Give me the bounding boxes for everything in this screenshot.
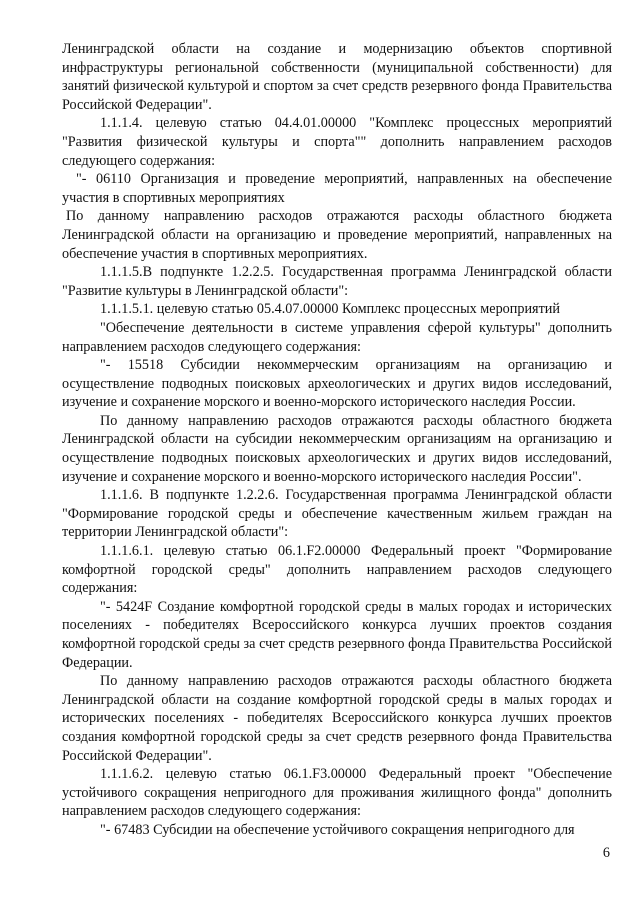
paragraph-14: 1.1.1.6.2. целевую статью 06.1.F3.00000 Федеральный проект "Обеспечение устойчивого сокращения непригодного для проживания жилищного фонда" дополнить направлением расходов следующего содержания: <box>62 766 612 820</box>
paragraph-12: "- 5424F Создание комфортной городской среды в малых городах и исторических поселениях - победителях Всероссийского конкурса лучших проектов создания комфортной городской среды за счет средств резервного фонда Правительства Российской Федерации. <box>62 598 612 671</box>
paragraph-1: Ленинградской области на создание и модернизацию объектов спортивной инфраструктуры региональной собственности (муниципальной собственности) для занятий физической культурой и спортом за счет средств резервного фонда Правительства Российской Федерации". <box>62 41 612 113</box>
paragraph-9: По данному направлению расходов отражаются расходы областного бюджета Ленинградской области на субсидии некоммерческим организациям на организацию и осуществление подводных поисковых археологических и других видов исследований, изучение и сохранение морского и военно-морского исторического наследия России". <box>62 412 612 485</box>
page-number: 6 <box>602 845 610 861</box>
paragraph-4: По данному направлению расходов отражаются расходы областного бюджета Ленинградской области на организацию и проведение мероприятий, направленных на обеспечение участия в спортивных мероприятиях. <box>62 208 612 262</box>
paragraph-10: 1.1.1.6. В подпункте 1.2.2.6. Государственная программа Ленинградской области "Формирование городской среды и обеспечение качественным жильем граждан на территории Ленинградской области": <box>62 487 612 541</box>
paragraph-3: "- 06110 Организация и проведение мероприятий, направленных на обеспечение участия в спортивных мероприятиях <box>62 171 612 206</box>
paragraph-11: 1.1.1.6.1. целевую статью 06.1.F2.00000 Федеральный проект "Формирование комфортной городской среды" дополнить направлением расходов следующего содержания: <box>62 543 612 597</box>
paragraph-5: 1.1.1.5.В подпункте 1.2.2.5. Государственная программа Ленинградской области "Развитие культуры в Ленинградской области": <box>62 264 612 299</box>
paragraph-2: 1.1.1.4. целевую статью 04.4.01.00000 "Комплекс процессных мероприятий "Развития физической культуры и спорта"" дополнить направлением расходов следующего содержания: <box>62 115 612 169</box>
document-page <box>62 40 612 840</box>
paragraph-13: По данному направлению расходов отражаются расходы областного бюджета Ленинградской области на создание комфортной городской среды в малых городах и исторических поселениях - победителях Всероссийского конкурса лучших проектов создания комфортной городской среды за счет средств резервного фонда Правительства Российской Федерации". <box>62 673 612 764</box>
paragraph-15: "- 67483 Субсидии на обеспечение устойчивого сокращения непригодного для <box>100 821 575 838</box>
paragraph-7: "Обеспечение деятельности в системе управления сферой культуры" дополнить направлением расходов следующего содержания: <box>62 319 612 355</box>
paragraph-6: 1.1.1.5.1. целевую статью 05.4.07.00000 Комплекс процессных мероприятий <box>100 301 560 318</box>
paragraph-8: "- 15518 Субсидии некоммерческим организациям на организацию и осуществление подводных поисковых археологических и других видов исследований, изучение и сохранение морского и военно-морского исторического наследия России. <box>62 357 612 411</box>
